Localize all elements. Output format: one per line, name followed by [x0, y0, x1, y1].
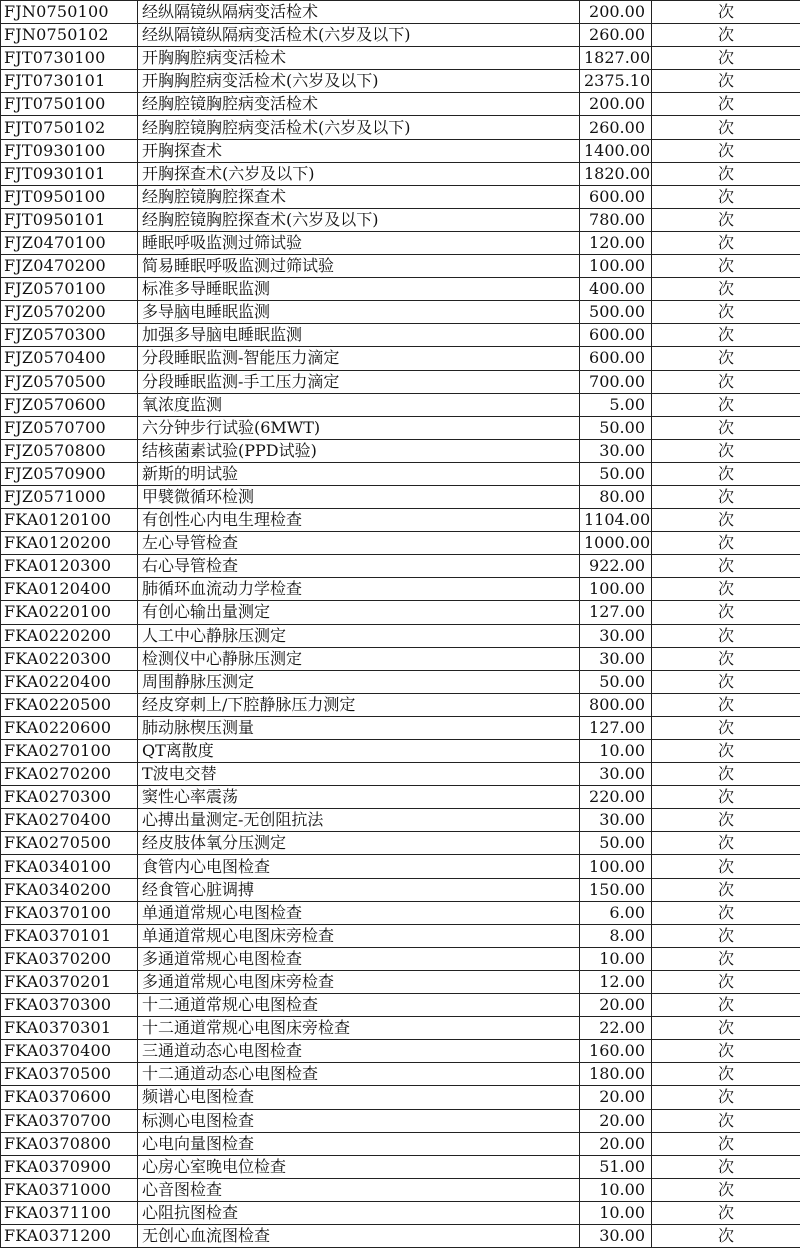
- item-price-cell: 1820.00: [580, 162, 652, 185]
- item-name-cell: 经皮穿刺上/下腔静脉压力测定: [138, 693, 580, 716]
- item-code-cell: FKA0220400: [1, 670, 138, 693]
- item-unit-cell: 次: [652, 462, 800, 485]
- item-price-cell: 600.00: [580, 324, 652, 347]
- item-unit-cell: 次: [652, 1017, 800, 1040]
- item-price-cell: 10.00: [580, 1201, 652, 1224]
- item-price-cell: 500.00: [580, 301, 652, 324]
- item-code-cell: FKA0120200: [1, 532, 138, 555]
- item-unit-cell: 次: [652, 139, 800, 162]
- item-name-cell: 甲襞微循环检测: [138, 485, 580, 508]
- item-unit-cell: 次: [652, 93, 800, 116]
- table-row: [1, 116, 800, 139]
- item-unit-cell: 次: [652, 647, 800, 670]
- item-name-cell: 心搏出量测定-无创阻抗法: [138, 809, 580, 832]
- item-price-cell: 10.00: [580, 1178, 652, 1201]
- item-unit-cell: 次: [652, 786, 800, 809]
- item-price-cell: 200.00: [580, 1, 652, 24]
- item-code-cell: FKA0371000: [1, 1178, 138, 1201]
- item-price-cell: 922.00: [580, 555, 652, 578]
- table-row: [1, 647, 800, 670]
- item-code-cell: FJZ0571000: [1, 485, 138, 508]
- item-name-cell: 睡眠呼吸监测过筛试验: [138, 231, 580, 254]
- table-row: [1, 324, 800, 347]
- item-code-cell: FKA0340100: [1, 855, 138, 878]
- item-name-cell: 经胸腔镜胸腔病变活检术(六岁及以下): [138, 116, 580, 139]
- item-unit-cell: 次: [652, 693, 800, 716]
- item-name-cell: 结核菌素试验(PPD试验): [138, 439, 580, 462]
- item-code-cell: FJN0750102: [1, 24, 138, 47]
- table-row: [1, 1017, 800, 1040]
- item-price-cell: 51.00: [580, 1155, 652, 1178]
- item-unit-cell: 次: [652, 24, 800, 47]
- table-row: [1, 393, 800, 416]
- item-code-cell: FJT0930100: [1, 139, 138, 162]
- item-code-cell: FJT0950101: [1, 208, 138, 231]
- item-price-cell: 160.00: [580, 1040, 652, 1063]
- item-price-cell: 780.00: [580, 208, 652, 231]
- item-code-cell: FKA0270300: [1, 786, 138, 809]
- item-code-cell: FKA0220300: [1, 647, 138, 670]
- item-unit-cell: 次: [652, 1178, 800, 1201]
- table-row: [1, 1155, 800, 1178]
- item-code-cell: FKA0371200: [1, 1224, 138, 1247]
- item-price-cell: 600.00: [580, 185, 652, 208]
- item-price-cell: 600.00: [580, 347, 652, 370]
- table-row: [1, 809, 800, 832]
- item-unit-cell: 次: [652, 1201, 800, 1224]
- table-row: [1, 693, 800, 716]
- item-price-cell: 30.00: [580, 647, 652, 670]
- table-row: [1, 601, 800, 624]
- item-code-cell: FKA0220600: [1, 716, 138, 739]
- item-unit-cell: 次: [652, 624, 800, 647]
- item-price-cell: 30.00: [580, 624, 652, 647]
- item-name-cell: 频谱心电图检查: [138, 1086, 580, 1109]
- item-unit-cell: 次: [652, 763, 800, 786]
- table-row: [1, 255, 800, 278]
- item-price-cell: 127.00: [580, 601, 652, 624]
- item-name-cell: 肺动脉楔压测量: [138, 716, 580, 739]
- item-name-cell: 经纵隔镜纵隔病变活检术(六岁及以下): [138, 24, 580, 47]
- item-unit-cell: 次: [652, 740, 800, 763]
- item-code-cell: FJN0750100: [1, 1, 138, 24]
- item-name-cell: 经纵隔镜纵隔病变活检术: [138, 1, 580, 24]
- item-code-cell: FKA0340200: [1, 878, 138, 901]
- item-unit-cell: 次: [652, 1086, 800, 1109]
- item-code-cell: FJZ0570900: [1, 462, 138, 485]
- item-unit-cell: 次: [652, 1040, 800, 1063]
- item-price-cell: 5.00: [580, 393, 652, 416]
- item-price-cell: 1827.00: [580, 47, 652, 70]
- item-code-cell: FKA0370300: [1, 994, 138, 1017]
- item-code-cell: FKA0220100: [1, 601, 138, 624]
- item-price-cell: 260.00: [580, 116, 652, 139]
- item-price-cell: 700.00: [580, 370, 652, 393]
- table-row: [1, 70, 800, 93]
- item-name-cell: 右心导管检查: [138, 555, 580, 578]
- item-price-cell: 10.00: [580, 740, 652, 763]
- item-price-cell: 20.00: [580, 1109, 652, 1132]
- item-price-cell: 120.00: [580, 231, 652, 254]
- item-name-cell: 开胸胸腔病变活检术(六岁及以下): [138, 70, 580, 93]
- item-unit-cell: 次: [652, 162, 800, 185]
- item-name-cell: 六分钟步行试验(6MWT): [138, 416, 580, 439]
- item-unit-cell: 次: [652, 670, 800, 693]
- item-unit-cell: 次: [652, 347, 800, 370]
- table-row: [1, 578, 800, 601]
- item-code-cell: FKA0370700: [1, 1109, 138, 1132]
- item-price-cell: 50.00: [580, 670, 652, 693]
- item-price-cell: 100.00: [580, 578, 652, 601]
- item-code-cell: FJT0930101: [1, 162, 138, 185]
- item-name-cell: 开胸探查术: [138, 139, 580, 162]
- table-row: [1, 162, 800, 185]
- item-price-cell: 200.00: [580, 93, 652, 116]
- item-code-cell: FKA0370400: [1, 1040, 138, 1063]
- item-code-cell: FJT0730101: [1, 70, 138, 93]
- item-unit-cell: 次: [652, 393, 800, 416]
- item-price-cell: 1400.00: [580, 139, 652, 162]
- item-code-cell: FKA0370900: [1, 1155, 138, 1178]
- item-code-cell: FJT0730100: [1, 47, 138, 70]
- item-unit-cell: 次: [652, 901, 800, 924]
- table-row: [1, 416, 800, 439]
- table-row: [1, 901, 800, 924]
- item-unit-cell: 次: [652, 578, 800, 601]
- item-name-cell: 标测心电图检查: [138, 1109, 580, 1132]
- item-name-cell: 加强多导脑电睡眠监测: [138, 324, 580, 347]
- item-name-cell: 多导脑电睡眠监测: [138, 301, 580, 324]
- item-code-cell: FJZ0470200: [1, 255, 138, 278]
- item-name-cell: 简易睡眠呼吸监测过筛试验: [138, 255, 580, 278]
- item-name-cell: 心房心室晚电位检查: [138, 1155, 580, 1178]
- item-name-cell: 氧浓度监测: [138, 393, 580, 416]
- item-price-cell: 260.00: [580, 24, 652, 47]
- item-name-cell: 心音图检查: [138, 1178, 580, 1201]
- item-name-cell: 新斯的明试验: [138, 462, 580, 485]
- item-name-cell: 十二通道常规心电图检查: [138, 994, 580, 1017]
- item-unit-cell: 次: [652, 878, 800, 901]
- item-price-cell: 22.00: [580, 1017, 652, 1040]
- table-row: [1, 231, 800, 254]
- item-price-cell: 8.00: [580, 924, 652, 947]
- item-price-cell: 127.00: [580, 716, 652, 739]
- item-unit-cell: 次: [652, 278, 800, 301]
- item-code-cell: FJZ0570300: [1, 324, 138, 347]
- item-code-cell: FKA0370200: [1, 947, 138, 970]
- item-name-cell: 肺循环血流动力学检查: [138, 578, 580, 601]
- item-price-cell: 50.00: [580, 462, 652, 485]
- table-row: [1, 555, 800, 578]
- table-row: [1, 532, 800, 555]
- table-row: [1, 1086, 800, 1109]
- item-unit-cell: 次: [652, 416, 800, 439]
- item-name-cell: 开胸探查术(六岁及以下): [138, 162, 580, 185]
- item-code-cell: FKA0370600: [1, 1086, 138, 1109]
- item-unit-cell: 次: [652, 70, 800, 93]
- item-code-cell: FKA0370500: [1, 1063, 138, 1086]
- item-name-cell: 有创性心内电生理检查: [138, 509, 580, 532]
- item-unit-cell: 次: [652, 809, 800, 832]
- item-name-cell: 有创心输出量测定: [138, 601, 580, 624]
- item-code-cell: FJZ0470100: [1, 231, 138, 254]
- item-name-cell: 人工中心静脉压测定: [138, 624, 580, 647]
- table-row: [1, 1040, 800, 1063]
- item-code-cell: FJZ0570600: [1, 393, 138, 416]
- item-price-cell: 80.00: [580, 485, 652, 508]
- item-price-cell: 20.00: [580, 994, 652, 1017]
- item-price-cell: 30.00: [580, 809, 652, 832]
- table-row: [1, 947, 800, 970]
- item-price-cell: 2375.10: [580, 70, 652, 93]
- table-row: [1, 485, 800, 508]
- item-code-cell: FKA0220200: [1, 624, 138, 647]
- item-code-cell: FKA0270200: [1, 763, 138, 786]
- item-unit-cell: 次: [652, 924, 800, 947]
- item-price-cell: 1104.00: [580, 509, 652, 532]
- table-row: [1, 208, 800, 231]
- item-unit-cell: 次: [652, 601, 800, 624]
- item-price-cell: 30.00: [580, 439, 652, 462]
- table-row: [1, 716, 800, 739]
- item-name-cell: 三通道动态心电图检查: [138, 1040, 580, 1063]
- item-unit-cell: 次: [652, 1155, 800, 1178]
- item-name-cell: 十二通道常规心电图床旁检查: [138, 1017, 580, 1040]
- table-row: [1, 347, 800, 370]
- item-name-cell: 分段睡眠监测-手工压力滴定: [138, 370, 580, 393]
- item-name-cell: 多通道常规心电图床旁检查: [138, 970, 580, 993]
- item-price-cell: 1000.00: [580, 532, 652, 555]
- item-code-cell: FKA0370301: [1, 1017, 138, 1040]
- table-row: [1, 370, 800, 393]
- table-row: [1, 624, 800, 647]
- item-unit-cell: 次: [652, 208, 800, 231]
- table-row: [1, 1063, 800, 1086]
- table-row: [1, 139, 800, 162]
- item-name-cell: 心阻抗图检查: [138, 1201, 580, 1224]
- item-price-cell: 20.00: [580, 1132, 652, 1155]
- table-row: [1, 878, 800, 901]
- item-name-cell: 十二通道动态心电图检查: [138, 1063, 580, 1086]
- table-row: [1, 1132, 800, 1155]
- item-unit-cell: 次: [652, 485, 800, 508]
- item-unit-cell: 次: [652, 370, 800, 393]
- item-name-cell: 经皮肢体氧分压测定: [138, 832, 580, 855]
- table-row: [1, 1109, 800, 1132]
- item-price-cell: 30.00: [580, 763, 652, 786]
- item-unit-cell: 次: [652, 532, 800, 555]
- item-unit-cell: 次: [652, 509, 800, 532]
- item-name-cell: 经胸腔镜胸腔探查术(六岁及以下): [138, 208, 580, 231]
- item-code-cell: FKA0220500: [1, 693, 138, 716]
- item-code-cell: FJZ0570500: [1, 370, 138, 393]
- table-row: [1, 1201, 800, 1224]
- item-code-cell: FKA0371100: [1, 1201, 138, 1224]
- item-price-cell: 100.00: [580, 855, 652, 878]
- item-unit-cell: 次: [652, 994, 800, 1017]
- item-name-cell: 无创心血流图检查: [138, 1224, 580, 1247]
- item-name-cell: T波电交替: [138, 763, 580, 786]
- item-code-cell: FJT0950100: [1, 185, 138, 208]
- table-row: [1, 509, 800, 532]
- item-unit-cell: 次: [652, 855, 800, 878]
- table-row: [1, 47, 800, 70]
- item-price-cell: 220.00: [580, 786, 652, 809]
- item-unit-cell: 次: [652, 1, 800, 24]
- item-code-cell: FJT0750100: [1, 93, 138, 116]
- item-name-cell: 单通道常规心电图检查: [138, 901, 580, 924]
- table-row: [1, 970, 800, 993]
- table-row: [1, 462, 800, 485]
- table-row: [1, 1224, 800, 1247]
- item-unit-cell: 次: [652, 47, 800, 70]
- table-row: [1, 740, 800, 763]
- item-code-cell: FJZ0570200: [1, 301, 138, 324]
- item-price-cell: 50.00: [580, 832, 652, 855]
- table-row: [1, 763, 800, 786]
- table-row: [1, 832, 800, 855]
- item-price-cell: 50.00: [580, 416, 652, 439]
- item-unit-cell: 次: [652, 324, 800, 347]
- price-table-body: [1, 1, 800, 1248]
- item-name-cell: 食管内心电图检查: [138, 855, 580, 878]
- item-name-cell: 单通道常规心电图床旁检查: [138, 924, 580, 947]
- item-name-cell: 多通道常规心电图检查: [138, 947, 580, 970]
- table-row: [1, 1, 800, 24]
- item-name-cell: 开胸胸腔病变活检术: [138, 47, 580, 70]
- table-row: [1, 93, 800, 116]
- item-price-cell: 150.00: [580, 878, 652, 901]
- item-price-cell: 6.00: [580, 901, 652, 924]
- item-unit-cell: 次: [652, 970, 800, 993]
- item-name-cell: 心电向量图检查: [138, 1132, 580, 1155]
- item-unit-cell: 次: [652, 1063, 800, 1086]
- item-name-cell: 窦性心率震荡: [138, 786, 580, 809]
- item-code-cell: FJT0750102: [1, 116, 138, 139]
- table-row: [1, 24, 800, 47]
- item-unit-cell: 次: [652, 439, 800, 462]
- table-row: [1, 924, 800, 947]
- table-row: [1, 1178, 800, 1201]
- item-code-cell: FKA0370201: [1, 970, 138, 993]
- item-unit-cell: 次: [652, 947, 800, 970]
- item-name-cell: 经胸腔镜胸腔病变活检术: [138, 93, 580, 116]
- item-code-cell: FJZ0570400: [1, 347, 138, 370]
- item-name-cell: 左心导管检查: [138, 532, 580, 555]
- table-row: [1, 301, 800, 324]
- item-price-cell: 30.00: [580, 1224, 652, 1247]
- item-code-cell: FKA0120400: [1, 578, 138, 601]
- item-unit-cell: 次: [652, 301, 800, 324]
- item-price-cell: 100.00: [580, 255, 652, 278]
- item-name-cell: 经食管心脏调搏: [138, 878, 580, 901]
- item-name-cell: 标准多导睡眠监测: [138, 278, 580, 301]
- item-price-cell: 12.00: [580, 970, 652, 993]
- item-name-cell: 周围静脉压测定: [138, 670, 580, 693]
- item-code-cell: FKA0120100: [1, 509, 138, 532]
- table-row: [1, 855, 800, 878]
- item-unit-cell: 次: [652, 832, 800, 855]
- item-unit-cell: 次: [652, 1224, 800, 1247]
- item-name-cell: QT离散度: [138, 740, 580, 763]
- item-price-cell: 800.00: [580, 693, 652, 716]
- table-row: [1, 786, 800, 809]
- item-price-cell: 180.00: [580, 1063, 652, 1086]
- item-code-cell: FKA0370100: [1, 901, 138, 924]
- table-row: [1, 185, 800, 208]
- item-unit-cell: 次: [652, 1109, 800, 1132]
- item-name-cell: 检测仪中心静脉压测定: [138, 647, 580, 670]
- table-row: [1, 439, 800, 462]
- item-unit-cell: 次: [652, 116, 800, 139]
- item-code-cell: FKA0270500: [1, 832, 138, 855]
- item-name-cell: 分段睡眠监测-智能压力滴定: [138, 347, 580, 370]
- item-code-cell: FJZ0570100: [1, 278, 138, 301]
- item-code-cell: FKA0120300: [1, 555, 138, 578]
- item-unit-cell: 次: [652, 231, 800, 254]
- item-code-cell: FKA0370800: [1, 1132, 138, 1155]
- item-code-cell: FJZ0570700: [1, 416, 138, 439]
- item-name-cell: 经胸腔镜胸腔探查术: [138, 185, 580, 208]
- item-code-cell: FKA0370101: [1, 924, 138, 947]
- item-unit-cell: 次: [652, 716, 800, 739]
- item-unit-cell: 次: [652, 185, 800, 208]
- item-unit-cell: 次: [652, 1132, 800, 1155]
- item-code-cell: FJZ0570800: [1, 439, 138, 462]
- table-row: [1, 994, 800, 1017]
- item-price-cell: 20.00: [580, 1086, 652, 1109]
- table-row: [1, 670, 800, 693]
- item-price-cell: 10.00: [580, 947, 652, 970]
- item-code-cell: FKA0270400: [1, 809, 138, 832]
- item-price-cell: 400.00: [580, 278, 652, 301]
- item-code-cell: FKA0270100: [1, 740, 138, 763]
- table-row: [1, 278, 800, 301]
- item-unit-cell: 次: [652, 255, 800, 278]
- item-unit-cell: 次: [652, 555, 800, 578]
